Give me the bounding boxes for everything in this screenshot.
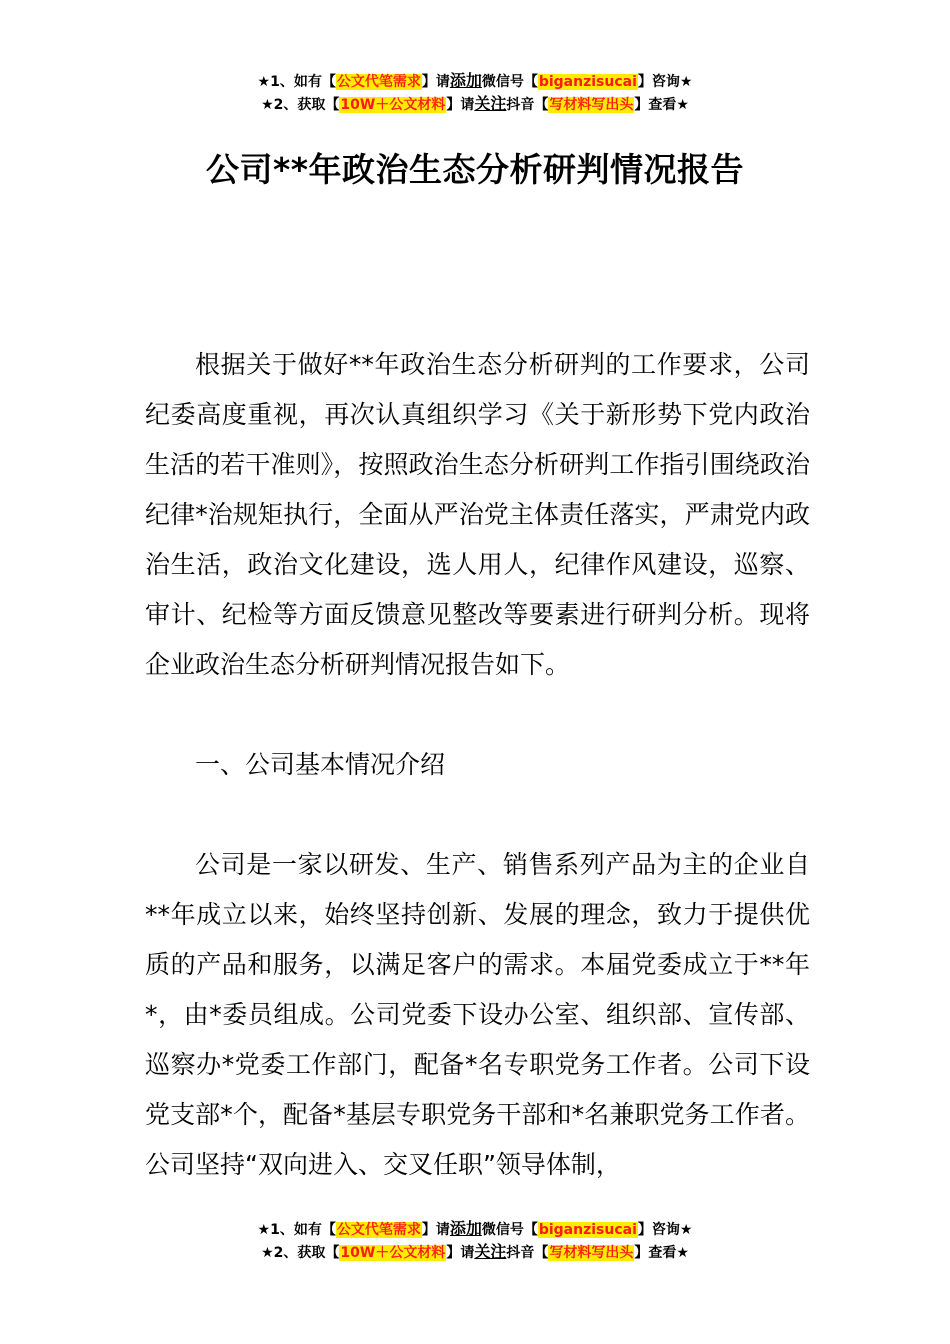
banner-text: 】请 — [421, 74, 450, 90]
banner-text: 抖音【 — [506, 97, 549, 113]
banner-text: ★2、获取【 — [261, 97, 340, 113]
banner-highlight: 写材料写出头 — [549, 97, 634, 113]
banner-text: 】咨询★ — [637, 1222, 693, 1238]
document-title: 公司**年政治生态分析研判情况报告 — [205, 150, 744, 189]
banner-text: 抖音【 — [506, 1245, 549, 1261]
banner-text: 微信号【 — [481, 74, 538, 90]
banner-underlined: 关注 — [474, 94, 507, 113]
banner-text: ★1、如有【 — [257, 1222, 336, 1238]
banner-text: 】咨询★ — [637, 74, 693, 90]
banner-highlight: 写材料写出头 — [549, 1245, 634, 1261]
banner-text: 】请 — [421, 1222, 450, 1238]
header-banner — [0, 70, 950, 116]
banner-line-1 — [0, 1218, 950, 1241]
banner-underlined: 关注 — [474, 1242, 507, 1261]
banner-text: 】请 — [446, 97, 475, 113]
banner-underlined: 添加 — [449, 1219, 482, 1238]
banner-text: ★1、如有【 — [257, 74, 336, 90]
banner-line-2 — [0, 1241, 950, 1264]
banner-highlight: 公文代笔需求 — [336, 74, 421, 90]
footer-banner — [0, 1218, 950, 1264]
banner-underlined: 添加 — [449, 71, 482, 90]
banner-text: 微信号【 — [481, 1222, 538, 1238]
banner-text: 】查看★ — [634, 1245, 689, 1261]
intro-paragraph: 根据关于做好**年政治生态分析研判的工作要求，公司纪委高度重视，再次认真组织学习《关于新形势下党内政治生活的若干准则》，按照政治生态分析研判工作指引围绕政治纪律*治规矩执行，全面从严治党主体责任落实，严肃党内政治生活，政治文化建设，选人用人，纪律作风建设，巡察、审计、纪检等方面反馈意见整改等要素进行研判分析。现将企业政治生态分析研判情况报告如下。 — [145, 350, 810, 679]
section-heading: 一、公司基本情况介绍 — [195, 750, 446, 779]
banner-text: ★2、获取【 — [261, 1245, 340, 1261]
banner-text: 】查看★ — [634, 97, 689, 113]
banner-highlight: 公文代笔需求 — [336, 1222, 421, 1238]
spacer — [145, 690, 810, 740]
banner-highlight: 10W＋公文材料 — [340, 1245, 446, 1261]
banner-text: 】请 — [446, 1245, 475, 1261]
document-body — [145, 340, 810, 1190]
section-paragraph: 公司是一家以研发、生产、销售系列产品为主的企业自**年成立以来，始终坚持创新、发展的理念，致力于提供优质的产品和服务，以满足客户的需求。本届党委成立于**年*，由*委员组成。公司党委下设办公室、组织部、宣传部、巡察办*党委工作部门，配备*名专职党务工作者。公司下设党支部*个，配备*基层专职党务干部和*名兼职党务工作者。公司坚持“双向进入、交叉任职”领导体制， — [145, 850, 810, 1179]
banner-line-2 — [0, 93, 950, 116]
banner-highlight: 10W＋公文材料 — [340, 97, 446, 113]
banner-line-1 — [0, 70, 950, 93]
banner-highlight: biganzisucai — [538, 1222, 637, 1238]
banner-highlight: biganzisucai — [538, 74, 637, 90]
spacer — [145, 790, 810, 840]
